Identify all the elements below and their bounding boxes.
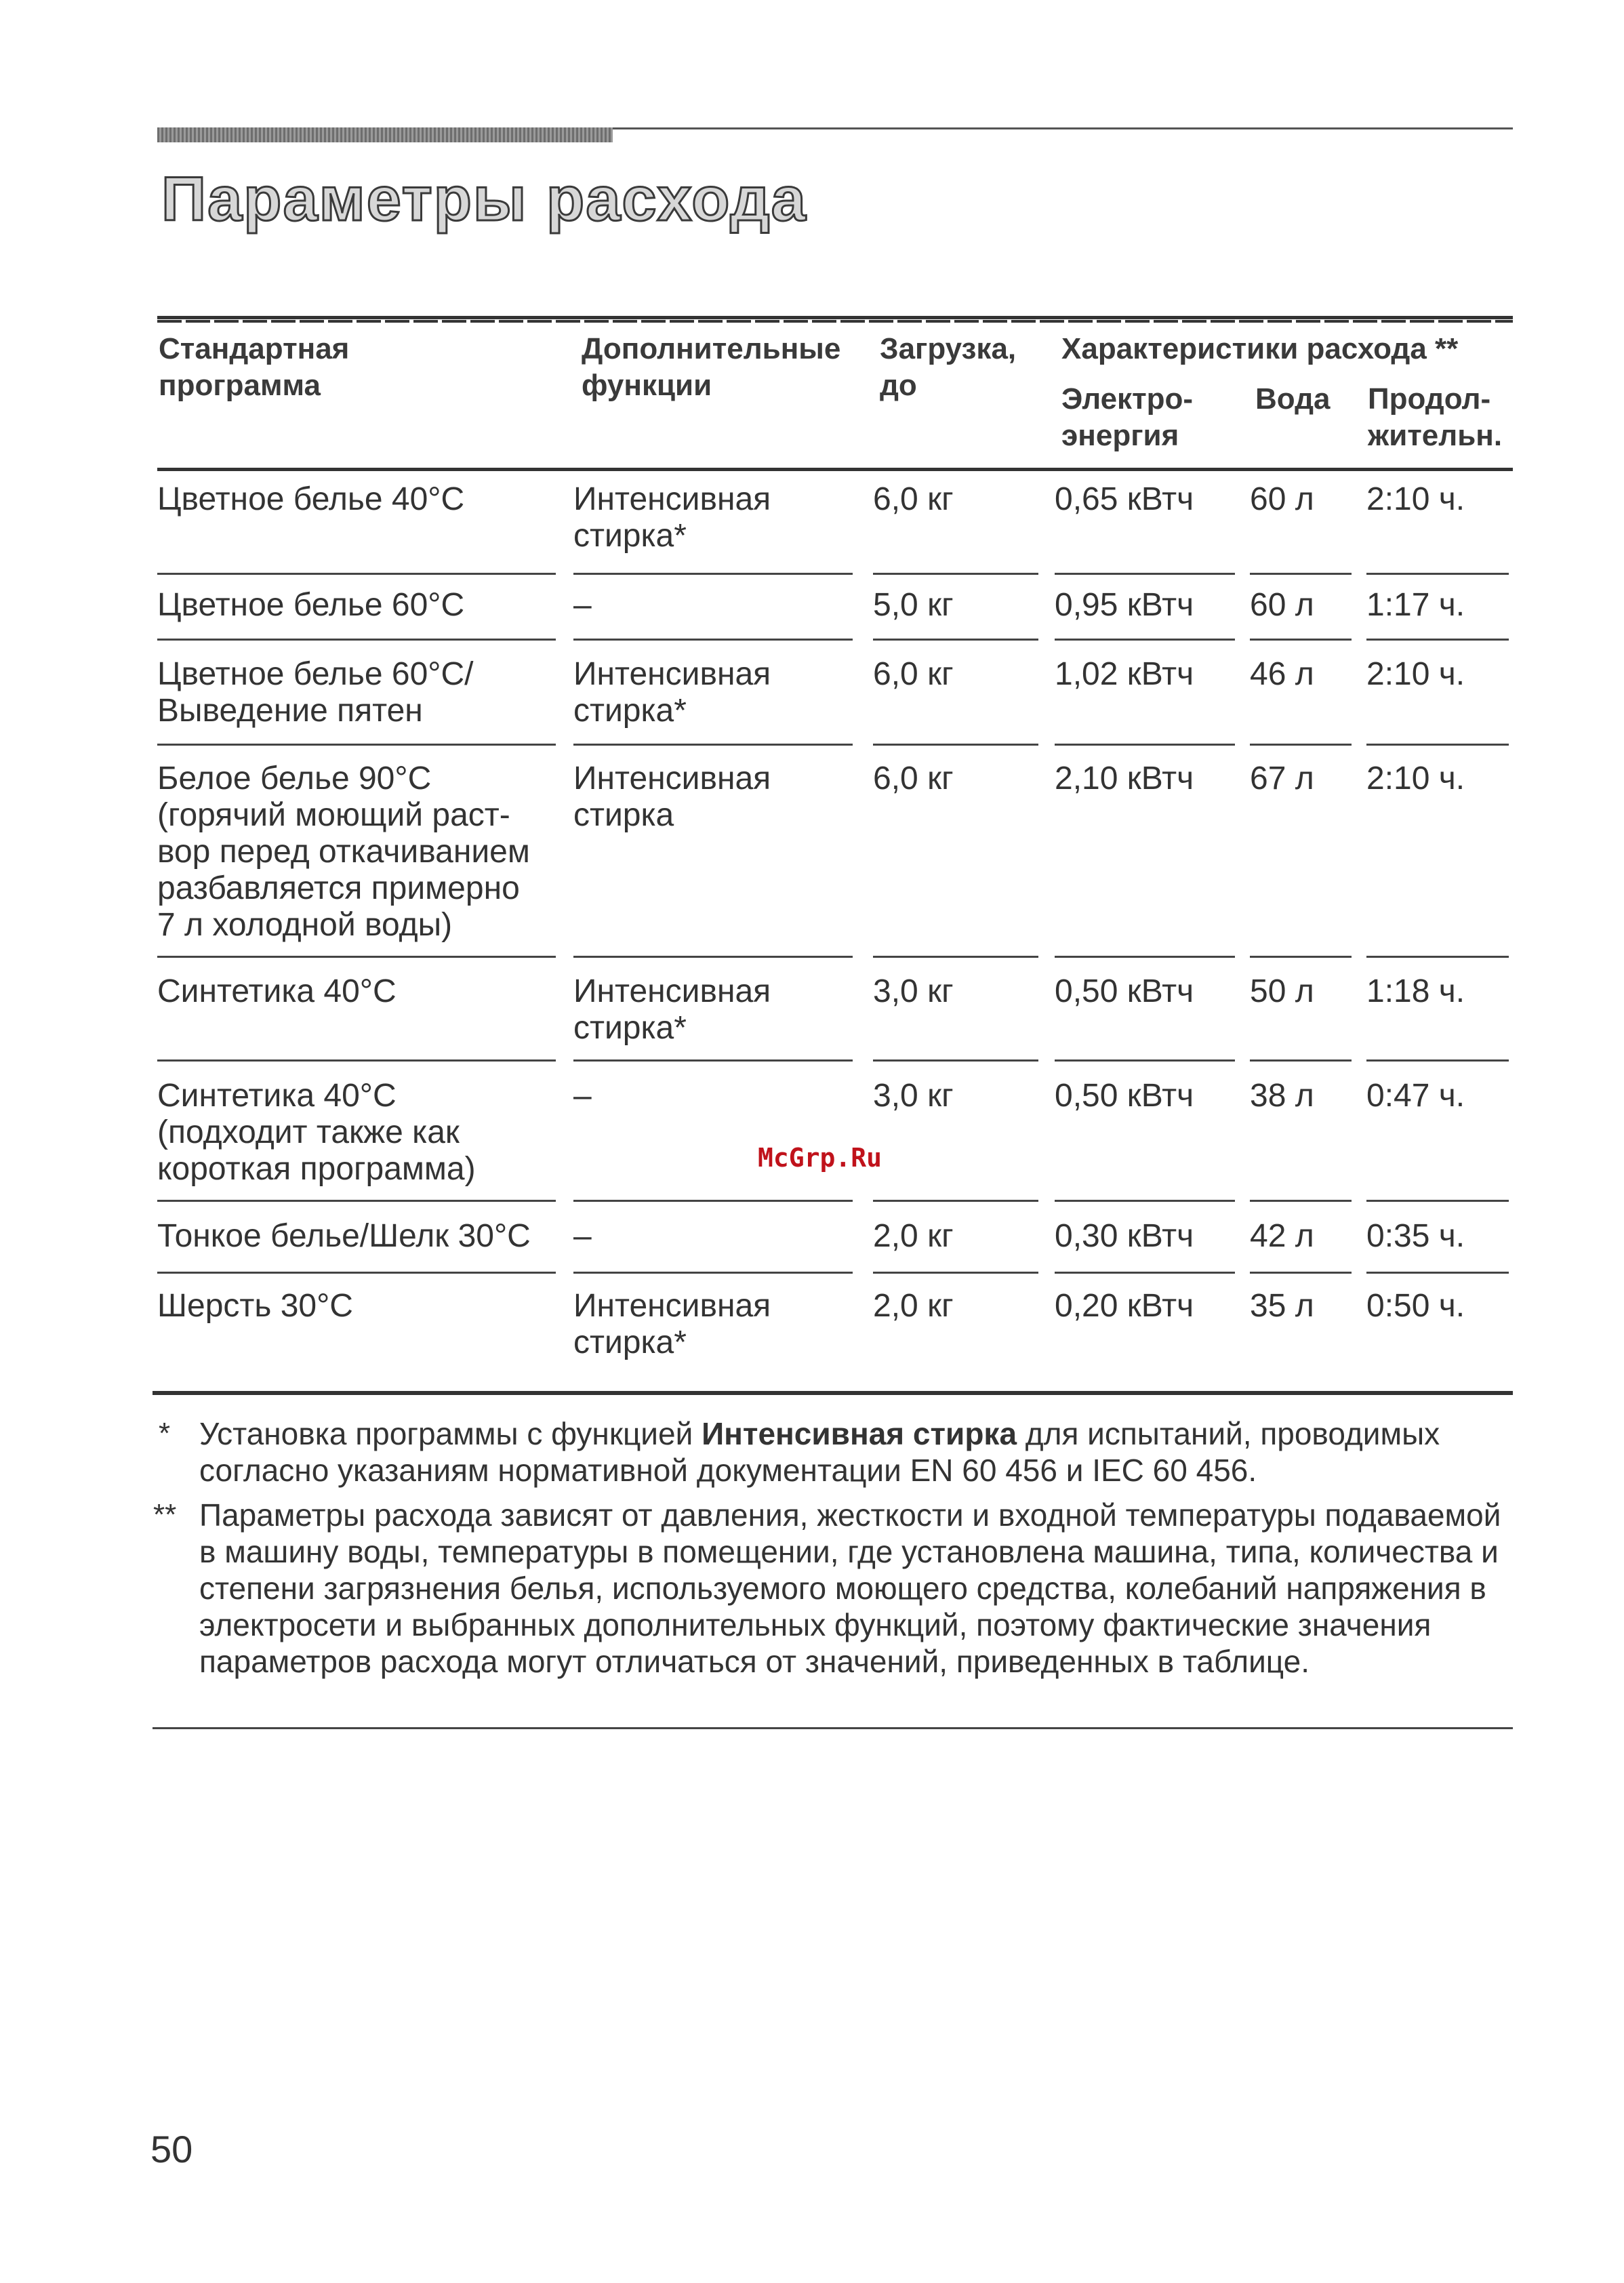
cell-load: 3,0 кг bbox=[873, 973, 954, 1009]
cell-program bbox=[157, 973, 397, 1010]
header-load bbox=[880, 331, 1016, 404]
row-separator bbox=[1250, 1059, 1352, 1062]
row-separator bbox=[873, 1200, 1038, 1202]
footnote-1: Установка программы с функцией Интенсивная стирка для испытаний, проводимых согласно указаниям нормативной документации EN 60 456 и IEC 60 456. bbox=[199, 1416, 1440, 1488]
header-energy-line2: энергия bbox=[1061, 419, 1179, 452]
cell-program bbox=[157, 761, 530, 944]
table-header-dash-rule bbox=[157, 320, 1513, 323]
row-separator bbox=[1250, 1200, 1352, 1202]
row-separator bbox=[157, 1200, 556, 1202]
cell-energy: 0,30 кВтч bbox=[1055, 1218, 1194, 1254]
cell-water: 35 л bbox=[1250, 1288, 1314, 1324]
cell-line: стирка* bbox=[573, 1010, 687, 1046]
cell-functions bbox=[573, 1288, 771, 1361]
cell-water: 67 л bbox=[1250, 761, 1314, 796]
header-water: Вода bbox=[1255, 382, 1331, 416]
row-separator bbox=[573, 956, 853, 958]
row-separator bbox=[1366, 639, 1509, 641]
cell-program bbox=[157, 1288, 353, 1325]
footnotes-end-rule bbox=[153, 1727, 1513, 1729]
row-separator bbox=[873, 639, 1038, 641]
cell-functions bbox=[573, 481, 771, 554]
row-separator bbox=[1055, 1059, 1235, 1062]
row-separator bbox=[1055, 639, 1235, 641]
page-number: 50 bbox=[150, 2128, 193, 2170]
cell-line: (горячий моющий раст- bbox=[157, 797, 510, 833]
cell-program bbox=[157, 656, 473, 729]
cell-line: (подходит также как bbox=[157, 1114, 460, 1150]
cell-line: стирка bbox=[573, 797, 674, 833]
header-functions-line1: Дополнительные bbox=[582, 332, 841, 365]
row-separator bbox=[157, 1272, 556, 1274]
table-bottom-rule bbox=[153, 1391, 1513, 1395]
cell-water: 50 л bbox=[1250, 973, 1314, 1009]
cell-energy: 2,10 кВтч bbox=[1055, 761, 1194, 796]
cell-water: 38 л bbox=[1250, 1078, 1314, 1114]
cell-line: Синтетика 40°C bbox=[157, 973, 397, 1009]
cell-line: короткая программа) bbox=[157, 1151, 476, 1187]
row-separator bbox=[573, 1272, 853, 1274]
cell-functions bbox=[573, 587, 592, 624]
row-separator bbox=[573, 573, 853, 575]
cell-duration: 1:18 ч. bbox=[1366, 973, 1465, 1009]
row-separator bbox=[1055, 744, 1235, 746]
watermark-text: McGrp.Ru bbox=[758, 1143, 882, 1173]
row-separator bbox=[573, 1059, 853, 1062]
cell-line: Интенсивная bbox=[573, 973, 771, 1009]
header-functions bbox=[582, 331, 840, 404]
footnote-mark-2: ** bbox=[153, 1498, 177, 1531]
cell-load: 3,0 кг bbox=[873, 1078, 954, 1114]
cell-program bbox=[157, 587, 464, 624]
section-marker-bar bbox=[157, 127, 613, 142]
cell-load: 6,0 кг bbox=[873, 656, 954, 692]
row-separator bbox=[573, 1200, 853, 1202]
cell-functions bbox=[573, 761, 771, 834]
cell-duration: 0:50 ч. bbox=[1366, 1288, 1465, 1324]
row-separator bbox=[573, 639, 853, 641]
row-separator bbox=[1055, 1272, 1235, 1274]
row-separator bbox=[1366, 573, 1509, 575]
row-separator bbox=[873, 1059, 1038, 1062]
header-consumption: Характеристики расхода ** bbox=[1061, 332, 1459, 365]
cell-energy: 0,95 кВтч bbox=[1055, 587, 1194, 623]
cell-line: Интенсивная bbox=[573, 761, 771, 796]
table-header-top-rule bbox=[157, 316, 1513, 319]
cell-energy: 0,20 кВтч bbox=[1055, 1288, 1194, 1324]
cell-duration: 2:10 ч. bbox=[1366, 481, 1465, 517]
row-separator bbox=[873, 573, 1038, 575]
cell-energy: 0,65 кВтч bbox=[1055, 481, 1194, 517]
cell-duration: 0:35 ч. bbox=[1366, 1218, 1465, 1254]
cell-line: вор перед откачиванием bbox=[157, 834, 530, 870]
cell-line: стирка* bbox=[573, 1325, 687, 1360]
row-separator bbox=[1055, 956, 1235, 958]
row-separator bbox=[1250, 639, 1352, 641]
row-separator bbox=[157, 1059, 556, 1062]
cell-duration: 2:10 ч. bbox=[1366, 656, 1465, 692]
cell-line: Выведение пятен bbox=[157, 693, 423, 729]
cell-load: 6,0 кг bbox=[873, 481, 954, 517]
cell-line: Интенсивная bbox=[573, 1288, 771, 1324]
cell-line: Синтетика 40°C bbox=[157, 1078, 397, 1114]
header-load-line2: до bbox=[880, 369, 917, 402]
cell-duration: 1:17 ч. bbox=[1366, 587, 1465, 623]
cell-load: 2,0 кг bbox=[873, 1218, 954, 1254]
row-separator bbox=[873, 956, 1038, 958]
row-separator bbox=[1366, 1272, 1509, 1274]
header-energy-line1: Электро- bbox=[1061, 382, 1194, 416]
row-separator bbox=[1055, 573, 1235, 575]
row-separator bbox=[573, 744, 853, 746]
cell-line: Интенсивная bbox=[573, 656, 771, 692]
cell-water: 60 л bbox=[1250, 587, 1314, 623]
cell-water: 42 л bbox=[1250, 1218, 1314, 1254]
cell-energy: 0,50 кВтч bbox=[1055, 973, 1194, 1009]
cell-water: 46 л bbox=[1250, 656, 1314, 692]
cell-program bbox=[157, 1218, 531, 1255]
cell-line: Шерсть 30°C bbox=[157, 1288, 353, 1324]
page-title: Параметры расхода bbox=[161, 165, 807, 234]
cell-load: 6,0 кг bbox=[873, 761, 954, 796]
row-separator bbox=[1055, 1200, 1235, 1202]
row-separator bbox=[157, 956, 556, 958]
cell-program bbox=[157, 481, 464, 518]
cell-functions bbox=[573, 656, 771, 729]
cell-load: 2,0 кг bbox=[873, 1288, 954, 1324]
row-separator bbox=[157, 639, 556, 641]
row-separator bbox=[1250, 956, 1352, 958]
header-functions-line2: функции bbox=[582, 369, 712, 402]
cell-line: – bbox=[573, 1078, 592, 1114]
cell-line: стирка* bbox=[573, 693, 687, 729]
cell-line: Интенсивная bbox=[573, 481, 771, 517]
cell-duration: 2:10 ч. bbox=[1366, 761, 1465, 796]
cell-line: Тонкое белье/Шелк 30°C bbox=[157, 1218, 531, 1254]
row-separator bbox=[1250, 744, 1352, 746]
cell-functions bbox=[573, 1078, 592, 1114]
row-separator bbox=[873, 1272, 1038, 1274]
cell-line: – bbox=[573, 1218, 592, 1254]
row-separator bbox=[1250, 1272, 1352, 1274]
cell-energy: 1,02 кВтч bbox=[1055, 656, 1194, 692]
cell-line: Белое белье 90°C bbox=[157, 761, 432, 796]
cell-energy: 0,50 кВтч bbox=[1055, 1078, 1194, 1114]
header-duration bbox=[1368, 381, 1502, 454]
table-header-bottom-rule bbox=[157, 468, 1513, 471]
footnote-mark-1: * bbox=[159, 1417, 171, 1450]
row-separator bbox=[1250, 573, 1352, 575]
header-duration-line1: Продол- bbox=[1368, 382, 1491, 416]
cell-duration: 0:47 ч. bbox=[1366, 1078, 1465, 1114]
cell-functions bbox=[573, 1218, 592, 1255]
row-separator bbox=[1366, 956, 1509, 958]
cell-line: разбавляется примерно bbox=[157, 870, 520, 906]
cell-line: Цветное белье 40°C bbox=[157, 481, 465, 517]
cell-water: 60 л bbox=[1250, 481, 1314, 517]
row-separator bbox=[873, 744, 1038, 746]
cell-line: Цветное белье 60°C bbox=[157, 587, 465, 623]
cell-line: 7 л холодной воды) bbox=[157, 907, 453, 943]
header-program bbox=[159, 331, 349, 404]
row-separator bbox=[157, 573, 556, 575]
cell-line: стирка* bbox=[573, 518, 687, 554]
header-energy bbox=[1061, 381, 1193, 454]
row-separator bbox=[1366, 744, 1509, 746]
cell-functions bbox=[573, 973, 771, 1047]
header-program-line1: Стандартная bbox=[159, 332, 350, 365]
header-duration-line2: жительн. bbox=[1368, 419, 1503, 452]
row-separator bbox=[157, 744, 556, 746]
header-program-line2: программа bbox=[159, 369, 321, 402]
cell-load: 5,0 кг bbox=[873, 587, 954, 623]
row-separator bbox=[1366, 1200, 1509, 1202]
cell-line: Цветное белье 60°C/ bbox=[157, 656, 474, 692]
row-separator bbox=[1366, 1059, 1509, 1062]
footnote-2: Параметры расхода зависят от давления, жесткости и входной температуры подаваемой в машину воды, температуры в помещении, где установлена машина, типа, количества и степени загрязнения белья, используемого моющего средства, колебаний напряжения в электросети и выбранных дополнительных функций, поэтому фактические значения параметров расхода могут отличаться от значений, приведенных в таблице. bbox=[199, 1497, 1501, 1679]
cell-program bbox=[157, 1078, 476, 1188]
header-load-line1: Загрузка, bbox=[880, 332, 1017, 365]
cell-line: – bbox=[573, 587, 592, 623]
